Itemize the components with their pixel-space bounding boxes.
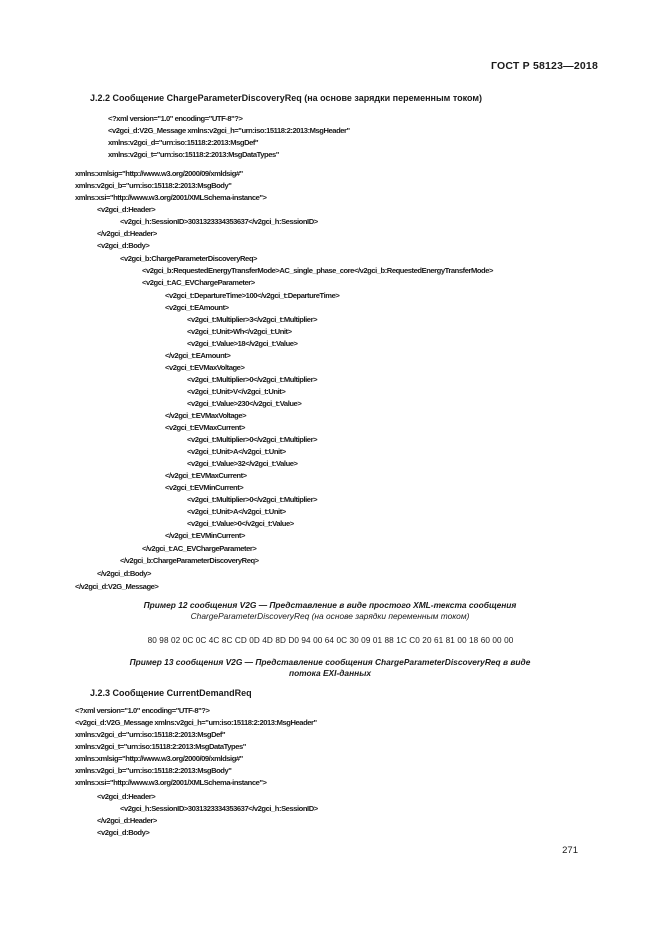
xml-line: <?xml version="1.0" encoding="UTF-8"?> — [108, 114, 243, 123]
xml-line: xmlns:v2gci_t="urn:iso:15118:2:2013:MsgDataTypes" — [108, 150, 279, 159]
xml-line: </v2gci_d:Header> — [97, 816, 157, 825]
xml-line: </v2gci_d:Body> — [97, 569, 152, 578]
section-heading-j23: J.2.3 Сообщение CurrentDemandReq — [90, 688, 252, 698]
xml-line: <?xml version="1.0" encoding="UTF-8"?> — [75, 706, 210, 715]
xml-line: </v2gci_t:AC_EVChargeParameter> — [142, 544, 257, 553]
xml-line: </v2gci_t:EVMaxCurrent> — [165, 471, 247, 480]
xml-line: <v2gci_t:Unit>A</v2gci_t:Unit> — [187, 507, 286, 516]
xml-line: </v2gci_d:V2G_Message> — [75, 582, 159, 591]
xml-line: <v2gci_d:V2G_Message xmlns:v2gci_h="urn:iso:15118:2:2013:MsgHeader" — [108, 126, 350, 135]
xml-line: <v2gci_d:V2G_Message xmlns:v2gci_h="urn:iso:15118:2:2013:MsgHeader" — [75, 718, 317, 727]
example-12-caption-line2: ChargeParameterDiscoveryReq (на основе зарядки переменным током) — [190, 611, 470, 621]
xml-line: <v2gci_t:Unit>A</v2gci_t:Unit> — [187, 447, 286, 456]
xml-line: <v2gci_t:Value>230</v2gci_t:Value> — [187, 399, 302, 408]
xml-line: </v2gci_t:EVMinCurrent> — [165, 531, 245, 540]
xml-line: <v2gci_t:Multiplier>0</v2gci_t:Multiplier> — [187, 495, 318, 504]
xml-line: <v2gci_t:Unit>Wh</v2gci_t:Unit> — [187, 327, 292, 336]
xml-line: <v2gci_d:Body> — [97, 828, 150, 837]
xml-line: <v2gci_d:Body> — [97, 241, 150, 250]
xml-line: xmlns:xsi="http://www.w3.org/2001/XMLSchema-instance"> — [75, 193, 267, 202]
example-13-caption-line1: Пример 13 сообщения V2G — Представление сообщения ChargeParameterDiscoveryReq в виде — [129, 657, 531, 667]
xml-line: </v2gci_b:ChargeParameterDiscoveryReq> — [120, 556, 259, 565]
xml-line: </v2gci_t:EAmount> — [165, 351, 231, 360]
xml-line: </v2gci_t:EVMaxVoltage> — [165, 411, 247, 420]
xml-line: <v2gci_t:Value>32</v2gci_t:Value> — [187, 459, 298, 468]
xml-line: </v2gci_d:Header> — [97, 229, 157, 238]
xml-line: xmlns:v2gci_t="urn:iso:15118:2:2013:MsgDataTypes" — [75, 742, 246, 751]
xml-line: xmlns:xsi="http://www.w3.org/2001/XMLSchema-instance"> — [75, 778, 267, 787]
xml-line: <v2gci_t:AC_EVChargeParameter> — [142, 278, 255, 287]
xml-line: <v2gci_t:Value>0</v2gci_t:Value> — [187, 519, 294, 528]
xml-line: <v2gci_t:Multiplier>3</v2gci_t:Multiplier> — [187, 315, 318, 324]
xml-line: xmlns:v2gci_b="urn:iso:15118:2:2013:MsgBody" — [75, 181, 232, 190]
xml-line: <v2gci_t:DepartureTime>100</v2gci_t:DepartureTime> — [165, 291, 340, 300]
xml-line: <v2gci_t:EVMinCurrent> — [165, 483, 244, 492]
example-13-caption-line2: потока EXI-данных — [288, 668, 372, 678]
standard-number: ГОСТ Р 58123—2018 — [490, 60, 598, 72]
xml-line: <v2gci_h:SessionID>3031323334353637</v2gci_h:SessionID> — [120, 804, 318, 813]
xml-line: <v2gci_t:EAmount> — [165, 303, 229, 312]
xml-line: xmlns:xmlsig="http://www.w3.org/2000/09/xmldsig#" — [75, 169, 243, 178]
xml-line: <v2gci_b:RequestedEnergyTransferMode>AC_single_phase_core</v2gci_b:RequestedEnergyTransferMode> — [142, 266, 494, 275]
xml-line: xmlns:xmlsig="http://www.w3.org/2000/09/xmldsig#" — [75, 754, 243, 763]
xml-line: <v2gci_d:Header> — [97, 205, 156, 214]
xml-line: <v2gci_h:SessionID>3031323334353637</v2gci_h:SessionID> — [120, 217, 318, 226]
xml-line: <v2gci_t:Multiplier>0</v2gci_t:Multiplier> — [187, 375, 318, 384]
xml-line: <v2gci_d:Header> — [97, 792, 156, 801]
section-heading-j22: J.2.2 Сообщение ChargeParameterDiscoveryReq (на основе зарядки переменным током) — [90, 93, 483, 103]
xml-line: xmlns:v2gci_d="urn:iso:15118:2:2013:MsgDef" — [75, 730, 226, 739]
example-12-caption-line1: Пример 12 сообщения V2G — Представление в виде простого XML-текста сообщения — [143, 600, 517, 610]
xml-line: xmlns:v2gci_b="urn:iso:15118:2:2013:MsgBody" — [75, 766, 232, 775]
xml-line: <v2gci_t:Value>18</v2gci_t:Value> — [187, 339, 298, 348]
xml-line: xmlns:v2gci_d="urn:iso:15118:2:2013:MsgDef" — [108, 138, 259, 147]
xml-line: <v2gci_t:Unit>V</v2gci_t:Unit> — [187, 387, 286, 396]
page-number: 271 — [562, 845, 578, 856]
xml-line: <v2gci_t:EVMaxVoltage> — [165, 363, 245, 372]
exi-hex-stream: 80 98 02 0C 0C 4C 8C CD 0D 4D 8D D0 94 00 64 0C 30 09 01 88 1C C0 20 61 81 00 18 60 00 00 — [147, 636, 514, 645]
xml-line: <v2gci_b:ChargeParameterDiscoveryReq> — [120, 254, 257, 263]
xml-line: <v2gci_t:EVMaxCurrent> — [165, 423, 245, 432]
xml-line: <v2gci_t:Multiplier>0</v2gci_t:Multiplier> — [187, 435, 318, 444]
